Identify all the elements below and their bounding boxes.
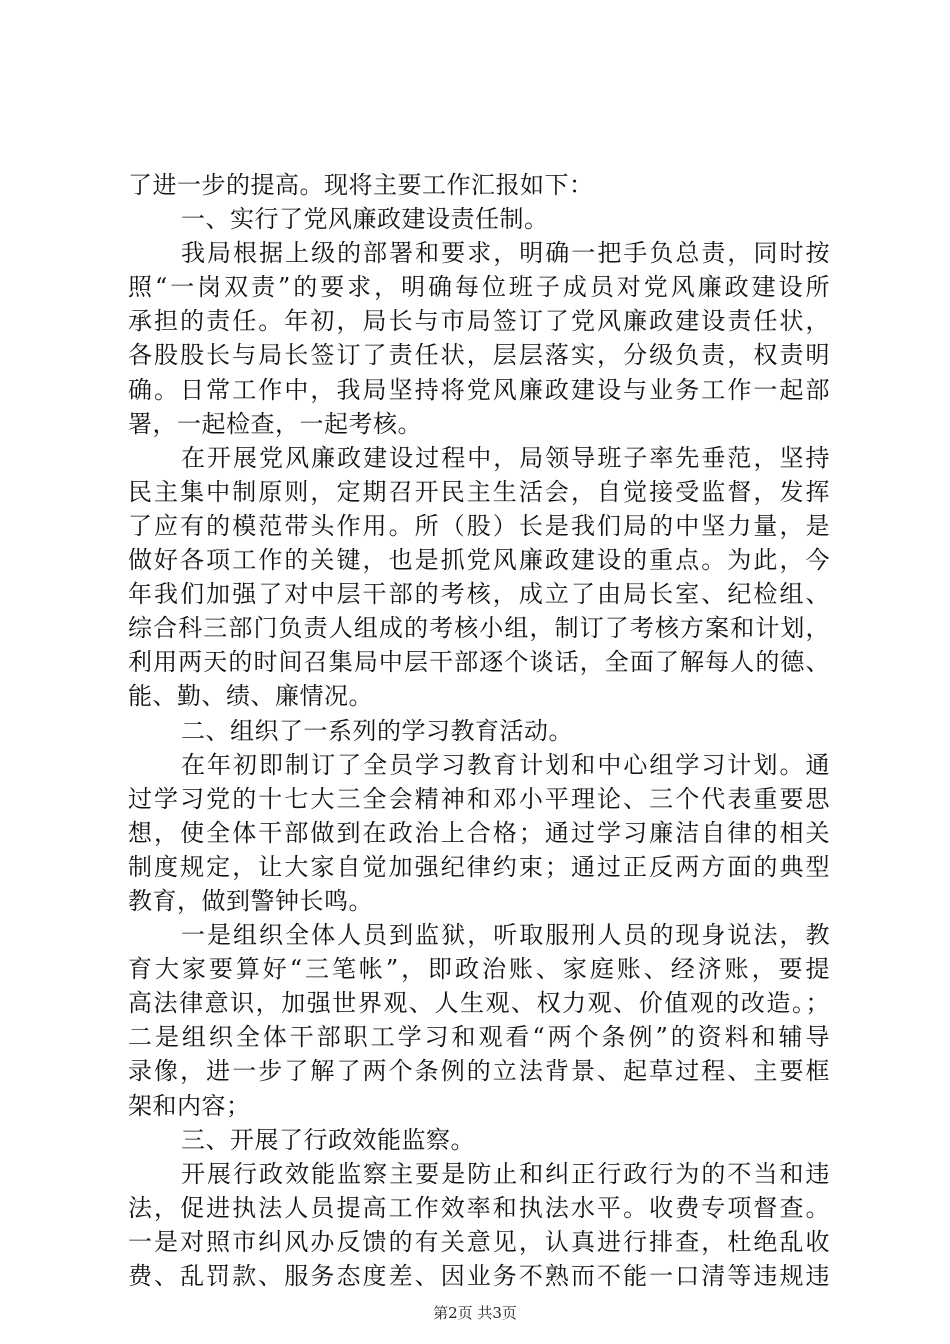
text-line: 二、组织了一系列的学习教育活动。	[181, 716, 573, 745]
text-line: 综合科三部门负责人组成的考核小组，制订了考核方案和计划，	[128, 614, 830, 643]
text-line: 照“一岗双责”的要求，明确每位班子成员对党风廉政建设所	[128, 273, 830, 302]
text-line: 各股股长与局长签订了责任状，层层落实，分级负责，权责明	[128, 341, 830, 370]
text-line: 在年初即制订了全员学习教育计划和中心组学习计划。通	[181, 750, 830, 779]
text-line: 录像，进一步了解了两个条例的立法背景、起草过程、主要框	[128, 1057, 830, 1086]
text-line: 三、开展了行政效能监察。	[181, 1125, 475, 1154]
text-line: 利用两天的时间召集局中层干部逐个谈话，全面了解每人的德、	[128, 648, 830, 677]
text-line: 育大家要算好“三笔帐”，即政治账、家庭账、经济账，要提	[128, 955, 830, 984]
page-footer: 第2页 共3页	[433, 1304, 517, 1322]
text-line: 过学习党的十七大三全会精神和邓小平理论、三个代表重要思	[128, 784, 830, 813]
text-line: 开展行政效能监察主要是防止和纠正行政行为的不当和违	[181, 1159, 830, 1188]
text-line: 想，使全体干部做到在政治上合格；通过学习廉洁自律的相关	[128, 818, 830, 847]
text-line: 做好各项工作的关键，也是抓党风廉政建设的重点。为此，今	[128, 546, 830, 575]
text-line: 教育，做到警钟长鸣。	[128, 886, 373, 915]
text-line: 民主集中制原则，定期召开民主生活会，自觉接受监督，发挥	[128, 477, 830, 506]
text-line: 承担的责任。年初，局长与市局签订了党风廉政建设责任状，	[128, 307, 830, 336]
text-line: 了进一步的提高。现将主要工作汇报如下：	[128, 171, 594, 199]
text-line: 一、实行了党风廉政建设责任制。	[181, 205, 549, 234]
body-text	[128, 168, 830, 1293]
text-line: 在开展党风廉政建设过程中，局领导班子率先垂范，坚持	[181, 443, 830, 472]
text-line: 法，促进执法人员提高工作效率和执法水平。收费专项督查。	[128, 1193, 830, 1222]
text-line: 能、勤、绩、廉情况。	[128, 682, 373, 711]
text-line: 确。日常工作中，我局坚持将党风廉政建设与业务工作一起部	[128, 375, 830, 404]
text-line: 一是组织全体人员到监狱，听取服刑人员的现身说法，教	[181, 921, 830, 950]
text-line: 署，一起检查，一起考核。	[128, 409, 422, 438]
text-line: 我局根据上级的部署和要求，明确一把手负总责，同时按	[181, 239, 830, 268]
text-line: 费、乱罚款、服务态度差、因业务不熟而不能一口清等违规违	[128, 1262, 830, 1290]
text-line: 了应有的模范带头作用。所（股）长是我们局的中坚力量，是	[128, 511, 830, 540]
text-line: 高法律意识，加强世界观、人生观、权力观、价值观的改造。；	[128, 989, 830, 1018]
text-line: 架和内容；	[128, 1091, 251, 1120]
text-line: 年我们加强了对中层干部的考核，成立了由局长室、纪检组、	[128, 580, 830, 609]
text-line: 制度规定，让大家自觉加强纪律约束；通过正反两方面的典型	[128, 852, 830, 881]
text-line: 二是组织全体干部职工学习和观看“两个条例”的资料和辅导	[128, 1023, 830, 1052]
text-line: 一是对照市纠风办反馈的有关意见，认真进行排查，杜绝乱收	[128, 1227, 830, 1256]
